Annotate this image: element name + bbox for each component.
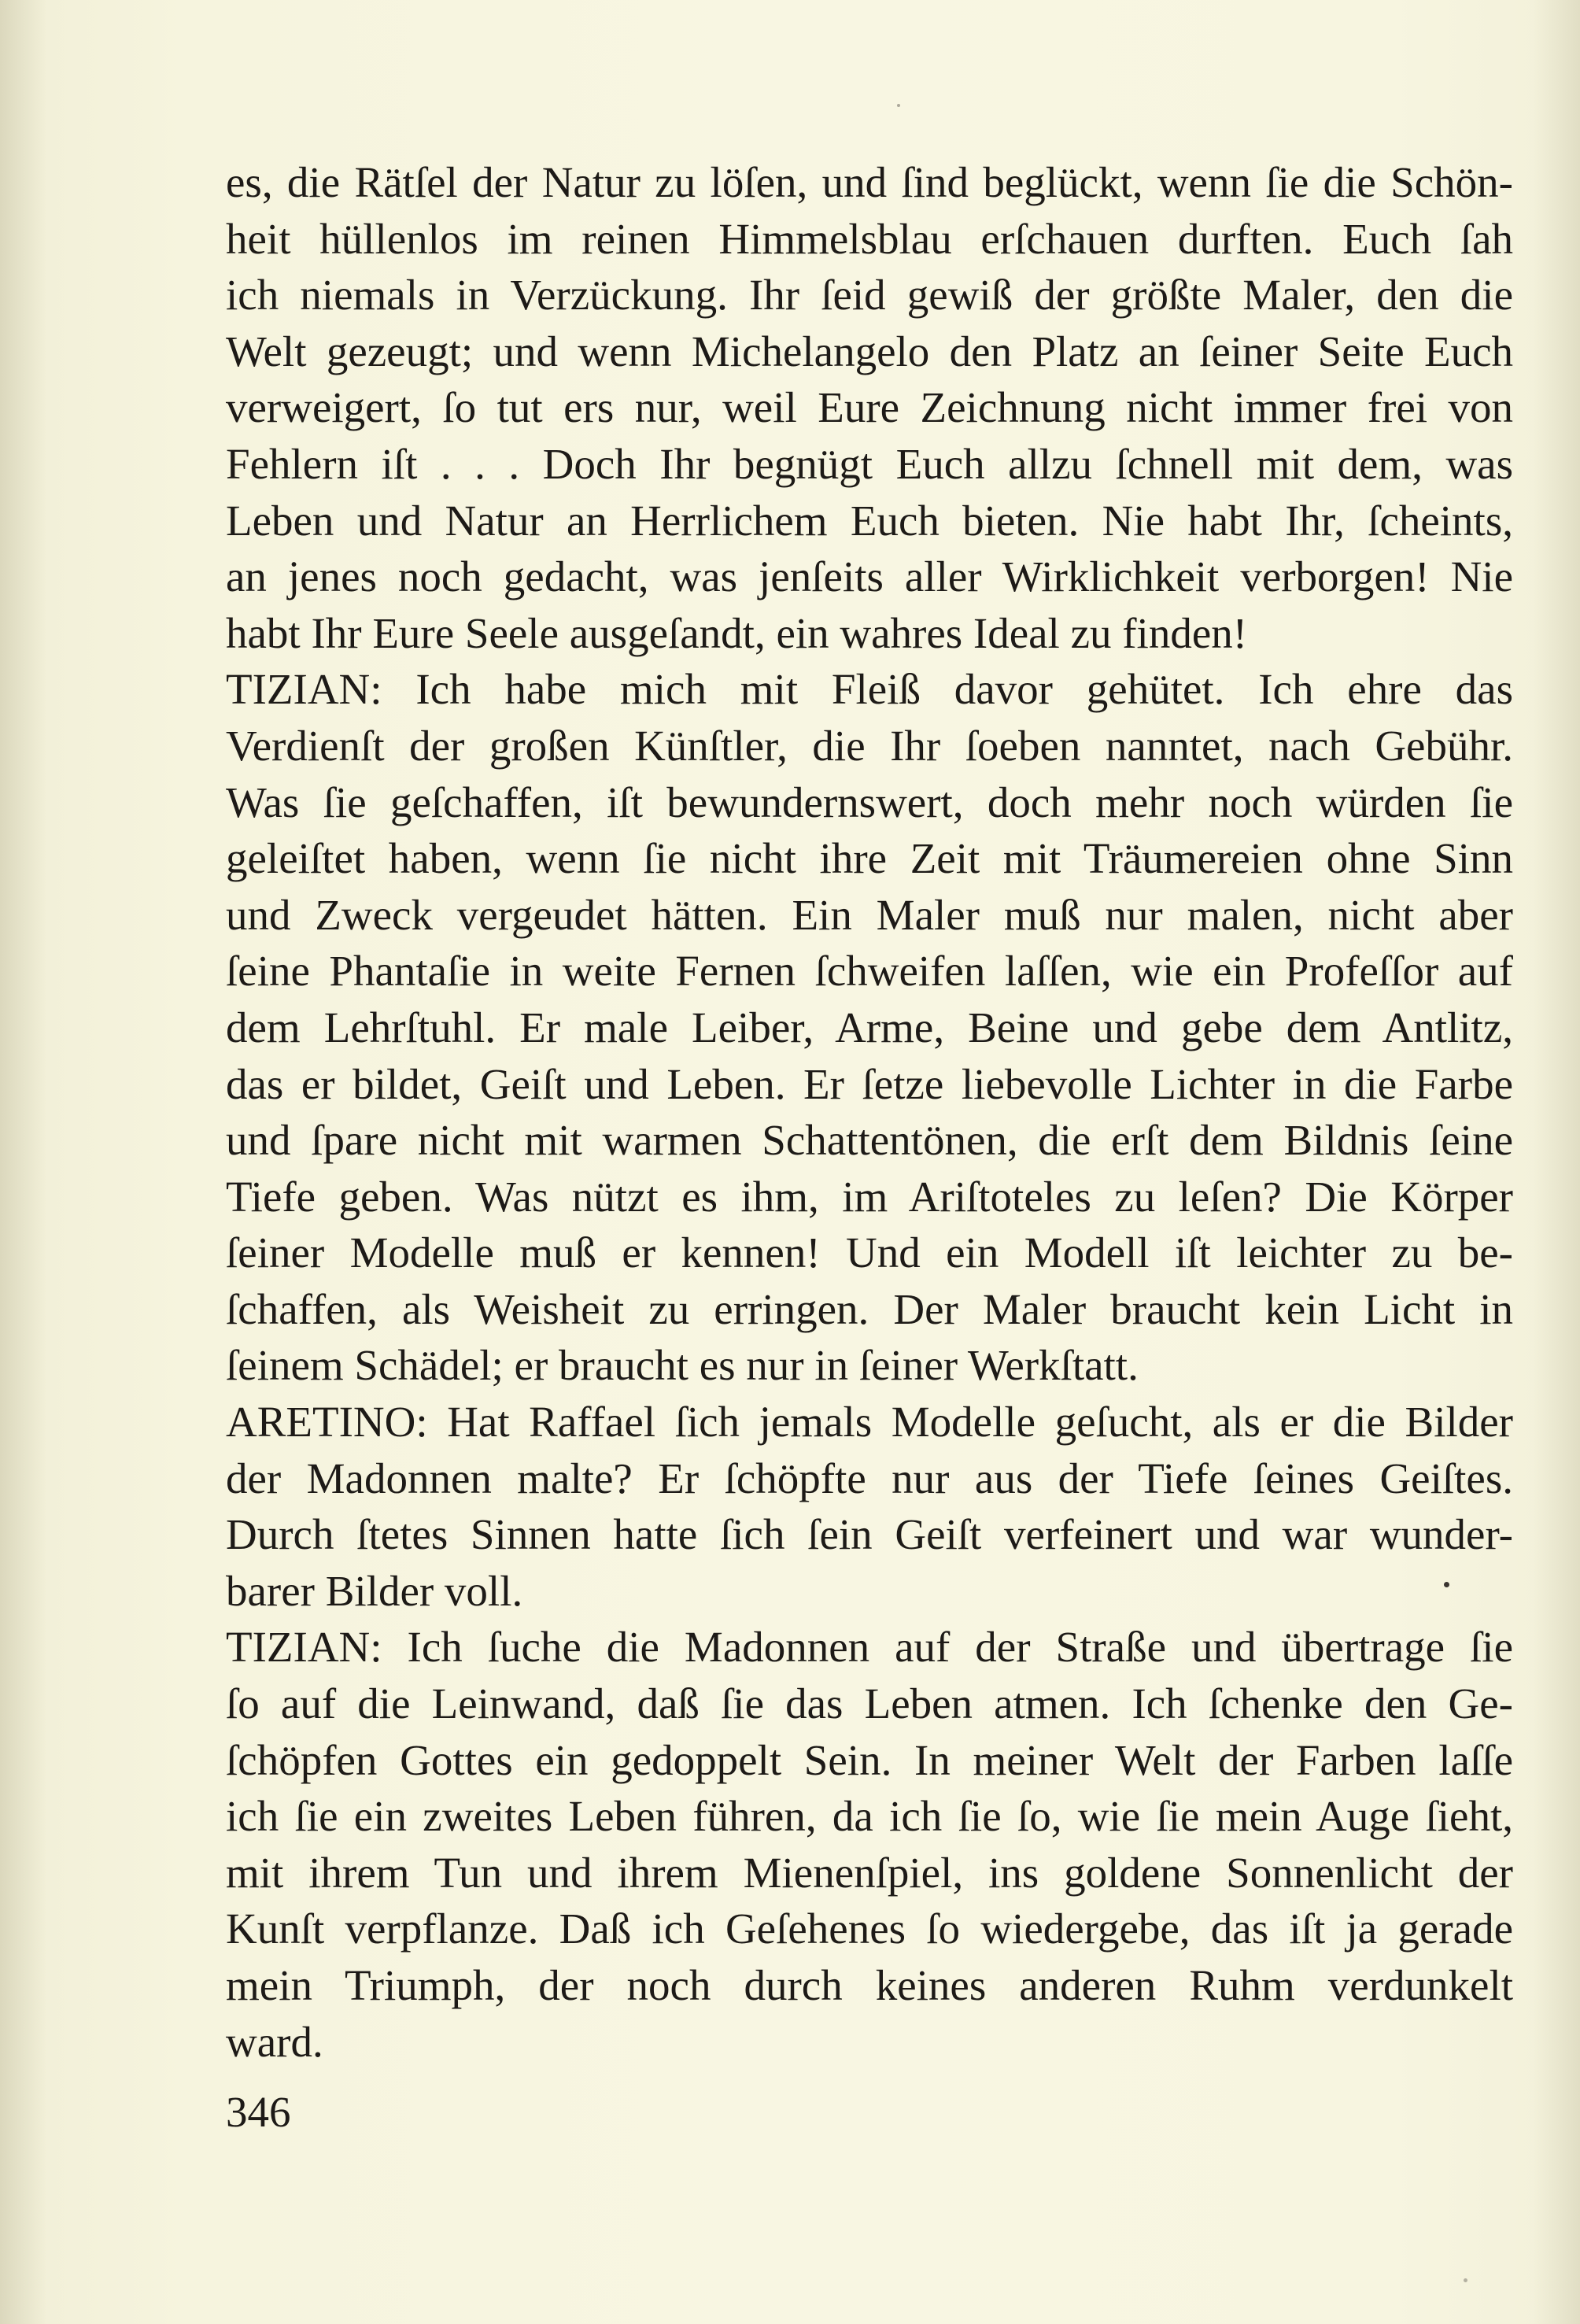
text-line: ſchöpfen Gottes ein gedoppelt Sein. In meiner Welt der Farben laſſe: [226, 1735, 1513, 1784]
text-line: heit hüllenlos im reinen Himmelsblau erſchauen durften. Euch ſah: [226, 214, 1513, 263]
text-line: verweigert, ſo tut ers nur, weil Eure Zeichnung nicht immer frei von: [226, 383, 1513, 432]
text-line: das er bildet, Geiſt und Leben. Er ſetze liebevolle Lichter in die Farbe: [226, 1059, 1513, 1108]
text-line: ich niemals in Verzückung. Ihr ſeid gewiß der größte Maler, den die: [226, 271, 1513, 320]
body-text: [226, 154, 1513, 2070]
speaker-line-tizian: TIZIAN: Ich habe mich mit Fleiß davor gehütet. Ich ehre das: [226, 665, 1513, 714]
text-line: geleiſtet haben, wenn ſie nicht ihre Zeit mit Träumereien ohne Sinn: [226, 834, 1513, 883]
text-line: ſo auf die Leinwand, daß ſie das Leben atmen. Ich ſchenke den Ge-: [226, 1679, 1513, 1728]
text-line: ſeinem Schädel; er braucht es nur in ſeiner Werkſtatt.: [226, 1341, 1139, 1390]
ink-speck: [1464, 2278, 1467, 2282]
page-number: 346: [226, 2088, 291, 2136]
text-line: an jenes noch gedacht, was jenſeits aller Wirklichkeit verborgen! Nie: [226, 552, 1513, 601]
text-line: ſeiner Modelle muß er kennen! Und ein Modell iſt leichter zu be-: [226, 1229, 1513, 1277]
text-line: mein Triumph, der noch durch keines anderen Ruhm verdunkelt: [226, 1961, 1513, 2009]
text-line: ward.: [226, 2017, 323, 2066]
text-line: und ſpare nicht mit warmen Schattentönen, die erſt dem Bildnis ſeine: [226, 1116, 1513, 1165]
text-line: habt Ihr Eure Seele ausgeſandt, ein wahres Ideal zu finden!: [226, 608, 1248, 657]
text-line: Tiefe geben. Was nützt es ihm, im Ariſtoteles zu leſen? Die Körper: [226, 1172, 1513, 1221]
text-line: ſeine Phantaſie in weite Fernen ſchweifen laſſen, wie ein Profeſſor auf: [226, 947, 1513, 996]
speaker-line-tizian: TIZIAN: Ich ſuche die Madonnen auf der Straße und übertrage ſie: [226, 1623, 1513, 1672]
text-line: dem Lehrſtuhl. Er male Leiber, Arme, Beine und gebe dem Antlitz,: [226, 1003, 1513, 1051]
text-line: Was ſie geſchaffen, iſt bewundernswert, doch mehr noch würden ſie: [226, 778, 1513, 826]
text-line: Kunſt verpflanze. Daß ich Geſehenes ſo wiedergebe, das iſt ja gerade: [226, 1905, 1513, 1953]
text-line: ich ſie ein zweites Leben führen, da ich ſie ſo, wie ſie mein Auge ſieht,: [226, 1792, 1513, 1841]
ink-speck: [1444, 1582, 1449, 1587]
speaker-line-aretino: ARETINO: Hat Raffael ſich jemals Modelle geſucht, als er die Bilder: [226, 1398, 1513, 1446]
text-line: es, die Rätſel der Natur zu löſen, und ſind beglückt, wenn ſie die Schön-: [226, 158, 1513, 206]
text-line: ſchaffen, als Weisheit zu erringen. Der Maler braucht kein Licht in: [226, 1284, 1513, 1333]
text-line: Fehlern iſt . . . Doch Ihr begnügt Euch allzu ſchnell mit dem, was: [226, 439, 1513, 488]
text-line: Verdienſt der großen Künſtler, die Ihr ſoeben nanntet, nach Gebühr.: [226, 721, 1513, 770]
text-line: Welt gezeugt; und wenn Michelangelo den Platz an ſeiner Seite Euch: [226, 327, 1513, 375]
text-line: mit ihrem Tun und ihrem Mienenſpiel, ins goldene Sonnenlicht der: [226, 1848, 1513, 1897]
text-line: und Zweck vergeudet hätten. Ein Maler muß nur malen, nicht aber: [226, 890, 1513, 939]
page-right-edge-shadow: [1533, 0, 1580, 2324]
text-line: barer Bilder voll.: [226, 1566, 523, 1615]
page-left-edge-shadow: [0, 0, 47, 2324]
ink-speck: [897, 104, 900, 107]
text-line: Durch ſtetes Sinnen hatte ſich ſein Geiſt verfeinert und war wunder-: [226, 1510, 1513, 1559]
text-line: der Madonnen malte? Er ſchöpfte nur aus der Tiefe ſeines Geiſtes.: [226, 1454, 1513, 1502]
text-line: Leben und Natur an Herrlichem Euch bieten. Nie habt Ihr, ſcheints,: [226, 496, 1513, 545]
